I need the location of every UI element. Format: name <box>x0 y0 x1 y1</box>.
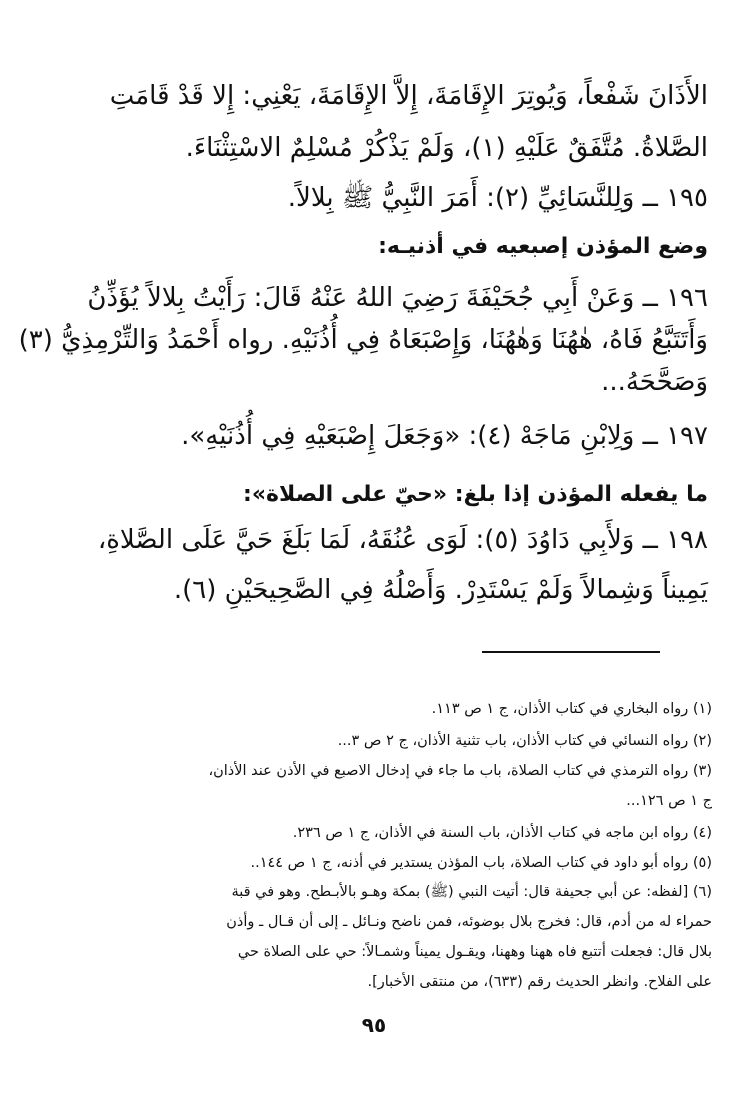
hadith-196-line-3: وَصَحَّحَهُ... <box>601 367 708 397</box>
footnote-5: (٥) رواه أبو داود في كتاب الصلاة، باب المؤذن يستدير في أذنه، ج ١ ص ١٤٤.. <box>250 855 712 871</box>
hadith-198-line-2: يَمِيناً وَشِمالاً وَلَمْ يَسْتَدِرْ. وَأَصْلُهُ فِي الصَّحِيحَيْنِ (٦). <box>173 575 708 605</box>
hadith-198-line-1: ١٩٨ ــ وَلأَبِي دَاوُدَ (٥): لَوَى عُنُقَهُ، لَمَا بَلَغَ حَيَّ عَلَى الصَّلاةِ، <box>97 525 708 555</box>
footnote-4: (٤) رواه ابن ماجه في كتاب الأذان، باب السنة في الأذان، ج ١ ص ٢٣٦. <box>292 825 712 841</box>
text-line-2: الصَّلاةُ. مُتَّفَقٌ عَلَيْهِ (١)، وَلَمْ يَذْكُرْ مُسْلِمٌ الاسْتِثْنَاءَ. <box>185 133 708 163</box>
footnote-6-line-2: حمراء له من أدم، قال: فخرج بلال بوضوئه، فمن ناضح ونـائل ـ إلى أن قـال ـ وأذن <box>226 914 712 930</box>
hadith-195: ١٩٥ ــ وَلِلنَّسَائِيِّ (٢): أَمَرَ النَّبِيُّ ﷺ بِلالاً. <box>287 183 708 213</box>
text-line-1: الأَذَانَ شَفْعاً، وَيُوتِرَ الإِقَامَةَ، إِلاَّ الإِقَامَةَ، يَعْنِي: إِلا قَدْ قَامَتِ <box>109 81 708 111</box>
hadith-197: ١٩٧ ــ وَلِابْنِ مَاجَهْ (٤): «وَجَعَلَ إِصْبَعَيْهِ فِي أُذُنَيْهِ». <box>181 421 708 451</box>
footnote-3-cont: ج ١ ص ١٢٦... <box>626 793 712 809</box>
footnote-6-line-4: على الفلاح. وانظر الحديث رقم (٦٣٣)، من منتقى الأخبار]. <box>367 974 712 990</box>
hadith-196-line-1: ١٩٦ ــ وَعَنْ أَبِي جُحَيْفَةَ رَضِيَ اللهُ عَنْهُ قَالَ: رَأَيْتُ بِلالاً يُؤَذِّنُ <box>87 283 708 313</box>
footnote-6-line-3: بلال قال: فجعلت أتتبع فاه ههنا وههنا، ويقـول يميناً وشمـالاً: حي على الصلاة حي <box>237 944 712 960</box>
footnote-6: (٦) [لفظه: عن أبي جحيفة قال: أتيت النبي (ﷺ) بمكة وهـو بالأبـطح. وهو في قبة <box>231 884 712 900</box>
page-number: ٩٥ <box>361 1013 387 1037</box>
footnote-1: (١) رواه البخاري في كتاب الأذان، ج ١ ص ١١٣. <box>431 701 712 717</box>
footnote-2: (٢) رواه النسائي في كتاب الأذان، باب تثنية الأذان، ج ٢ ص ٣... <box>337 733 712 749</box>
section-heading-fingers-in-ears: وضع المؤذن إصبعيه في أذنيـه: <box>378 234 708 259</box>
footnote-3: (٣) رواه الترمذي في كتاب الصلاة، باب ما جاء في إدخال الاصبع في الأذن عند الأذان، <box>208 763 712 779</box>
footnote-separator <box>482 651 660 653</box>
hadith-196-line-2: وَأَتَتَبَّعُ فَاهُ، هٰهُنَا وَهٰهُنَا، وَإِصْبَعَاهُ فِي أُذُنَيْهِ. رواه أَحْمَدُ وَالتِّرْمِذِيُّ (٣) <box>18 325 708 355</box>
section-heading-hayya-ala-salah: ما يفعله المؤذن إذا بلغ: «حيّ على الصلاة»: <box>243 482 708 507</box>
